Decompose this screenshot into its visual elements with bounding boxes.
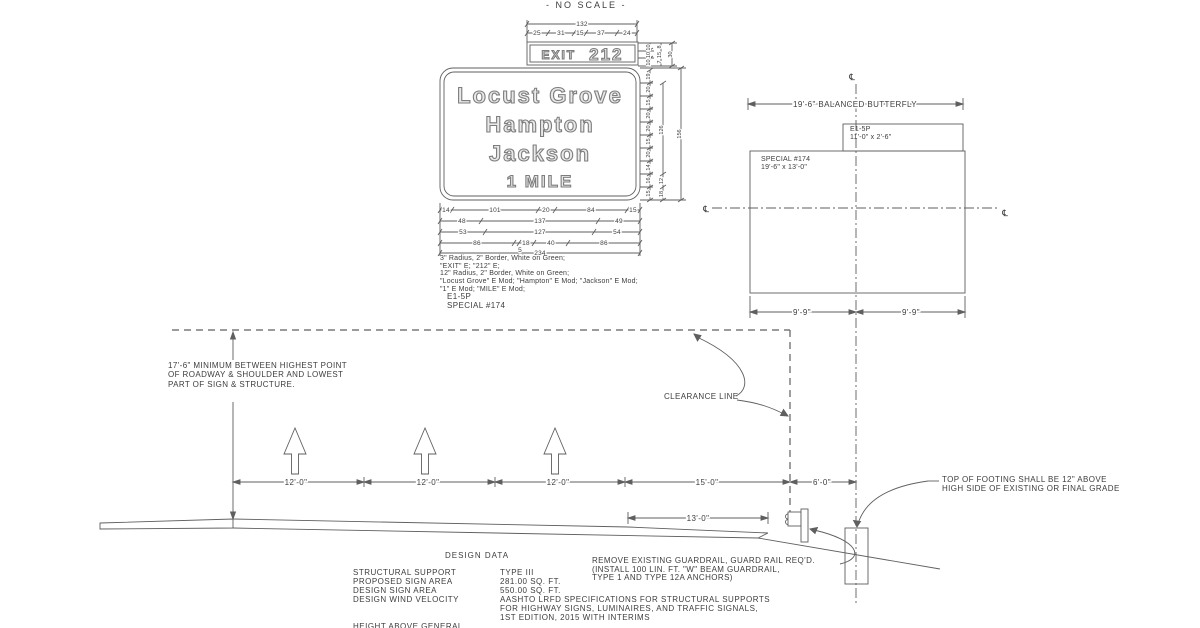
- svg-text:20: 20: [646, 86, 652, 93]
- svg-text:20: 20: [542, 207, 550, 214]
- svg-text:10: 10: [646, 44, 652, 51]
- sign-special-number: SPECIAL #174: [447, 301, 506, 310]
- svg-text:10: 10: [646, 59, 652, 66]
- clearance-leader-2: [737, 400, 784, 414]
- dd-row-label: PROPOSED SIGN AREA: [353, 577, 453, 586]
- svg-text:18: 18: [522, 240, 530, 247]
- butterfly-dim: 19'-6" BALANCED BUTTERFLY: [792, 100, 918, 109]
- dd-row-value-cont: 1ST EDITION, 2015 WITH INTERIMS: [500, 613, 651, 622]
- svg-text:15: 15: [576, 30, 584, 37]
- dd-row-value: AASHTO LRFD SPECIFICATIONS FOR STRUCTURAL SUPPORTS: [500, 595, 771, 604]
- exit-number: 212: [589, 44, 624, 64]
- svg-text:31: 31: [557, 30, 565, 37]
- svg-text:15: 15: [657, 51, 663, 59]
- svg-text:7: 7: [657, 60, 663, 64]
- plan-special-panel-label: SPECIAL #174 19'-6" x 13'-0": [761, 156, 811, 171]
- svg-text:101: 101: [489, 207, 501, 214]
- svg-text:13'-0": 13'-0": [686, 514, 710, 523]
- svg-text:16: 16: [646, 177, 652, 184]
- svg-text:126: 126: [659, 125, 665, 135]
- svg-text:234: 234: [534, 250, 546, 257]
- svg-text:15: 15: [646, 99, 652, 106]
- svg-text:86: 86: [473, 240, 481, 247]
- footing-note: TOP OF FOOTING SHALL BE 12" ABOVE HIGH SIDE OF EXISTING OR FINAL GRADE: [942, 475, 1120, 493]
- design-data-title: DESIGN DATA: [445, 551, 510, 560]
- dd-row-value: TYPE III: [500, 568, 534, 577]
- dim-tab-total: 132: [576, 21, 588, 28]
- svg-text:14: 14: [442, 207, 450, 214]
- centerline-symbol: ℄: [1002, 208, 1008, 218]
- svg-text:15: 15: [646, 138, 652, 145]
- dd-row-label: DESIGN SIGN AREA: [353, 586, 438, 595]
- svg-text:127: 127: [534, 229, 546, 236]
- dd-row-label: DESIGN WIND VELOCITY: [353, 595, 460, 604]
- min-clearance-note: 17'-6" MINIMUM BETWEEN HIGHEST POINT OF ROADWAY & SHOULDER AND LOWEST PART OF SIGN & STRUCTURE.: [168, 361, 348, 389]
- svg-text:25: 25: [533, 30, 541, 37]
- svg-text:53: 53: [459, 229, 467, 236]
- dd-row-value-cont: FOR HIGHWAY SIGNS, LUMINAIRES, AND TRAFFIC SIGNALS,: [500, 604, 759, 613]
- sign-distance: 1 MILE: [506, 172, 574, 191]
- plan-exit-panel-label: E1-5P 11'-0" x 2'-6": [850, 126, 892, 141]
- svg-text:54: 54: [613, 229, 621, 236]
- svg-text:10: 10: [646, 51, 652, 59]
- clearance-leader-1: [697, 337, 745, 396]
- svg-text:30: 30: [668, 51, 674, 58]
- scale-note: - NO SCALE -: [546, 0, 627, 10]
- svg-text:9'-9": 9'-9": [793, 308, 811, 317]
- clearance-line-label: CLEARANCE LINE: [664, 392, 739, 401]
- svg-text:20: 20: [646, 151, 652, 158]
- dd-row-label: STRUCTURAL SUPPORT: [353, 568, 457, 577]
- svg-text:15: 15: [646, 190, 652, 197]
- svg-text:137: 137: [534, 218, 546, 225]
- footing-leader: [858, 481, 928, 524]
- svg-text:5: 5: [518, 247, 522, 254]
- svg-text:37: 37: [597, 30, 605, 37]
- dd-row-value: 550.00 SQ. FT.: [500, 586, 561, 595]
- sign-line-1: Locust Grove: [457, 83, 623, 108]
- svg-text:8: 8: [657, 45, 663, 49]
- exit-label: EXIT: [541, 47, 577, 62]
- sign-designation: E1-5P: [447, 292, 472, 301]
- svg-text:20: 20: [646, 112, 652, 119]
- sign-notes: 3" Radius, 2" Border, White on Green; "EXIT" E; "212" E; 12" Radius, 2" Border, White on Green; "Locust Grove" E Mod; "Hampton" E Mod; "Jackson" E Mod; "1" E Mod; "MILE" E Mod;: [440, 255, 638, 293]
- lane-arrow-icon: [284, 428, 566, 474]
- guardrail-note: REMOVE EXISTING GUARDRAIL, GUARD RAIL REQ'D. (INSTALL 100 LIN. FT. "W" BEAM GUARDRAIL, TYPE 1 AND TYPE 12A ANCHORS): [592, 556, 815, 583]
- svg-text:14: 14: [646, 164, 652, 171]
- svg-text:15'-0": 15'-0": [695, 478, 719, 487]
- svg-text:6'-0": 6'-0": [813, 478, 831, 487]
- svg-text:20: 20: [646, 125, 652, 132]
- special-panel-plan: [750, 151, 965, 293]
- svg-text:9'-9": 9'-9": [902, 308, 920, 317]
- svg-text:86: 86: [600, 240, 608, 247]
- sign-line-3: Jackson: [488, 141, 592, 166]
- exit-tab-text: [527, 44, 638, 65]
- svg-text:12'-0": 12'-0": [546, 478, 570, 487]
- svg-text:24: 24: [623, 30, 631, 37]
- svg-text:48: 48: [458, 218, 466, 225]
- dd-cutoff-label: HEIGHT ABOVE GENERAL: [353, 622, 463, 628]
- guardrail-post: [786, 509, 809, 542]
- svg-text:19: 19: [646, 73, 652, 80]
- sign-line-2: Hampton: [485, 112, 595, 137]
- svg-text:18: 18: [659, 190, 665, 198]
- svg-text:15: 15: [629, 207, 637, 214]
- svg-text:156: 156: [677, 129, 683, 139]
- centerline-symbol: ℄: [703, 204, 709, 214]
- svg-text:49: 49: [615, 218, 623, 225]
- centerline-symbol: ℄: [849, 72, 855, 82]
- guardrail-leader: [814, 530, 855, 564]
- svg-text:84: 84: [587, 207, 595, 214]
- svg-text:12: 12: [659, 177, 665, 185]
- svg-text:40: 40: [547, 240, 555, 247]
- svg-text:12'-0": 12'-0": [284, 478, 308, 487]
- dd-row-value: 281.00 SQ. FT.: [500, 577, 561, 586]
- svg-text:12'-0": 12'-0": [416, 478, 440, 487]
